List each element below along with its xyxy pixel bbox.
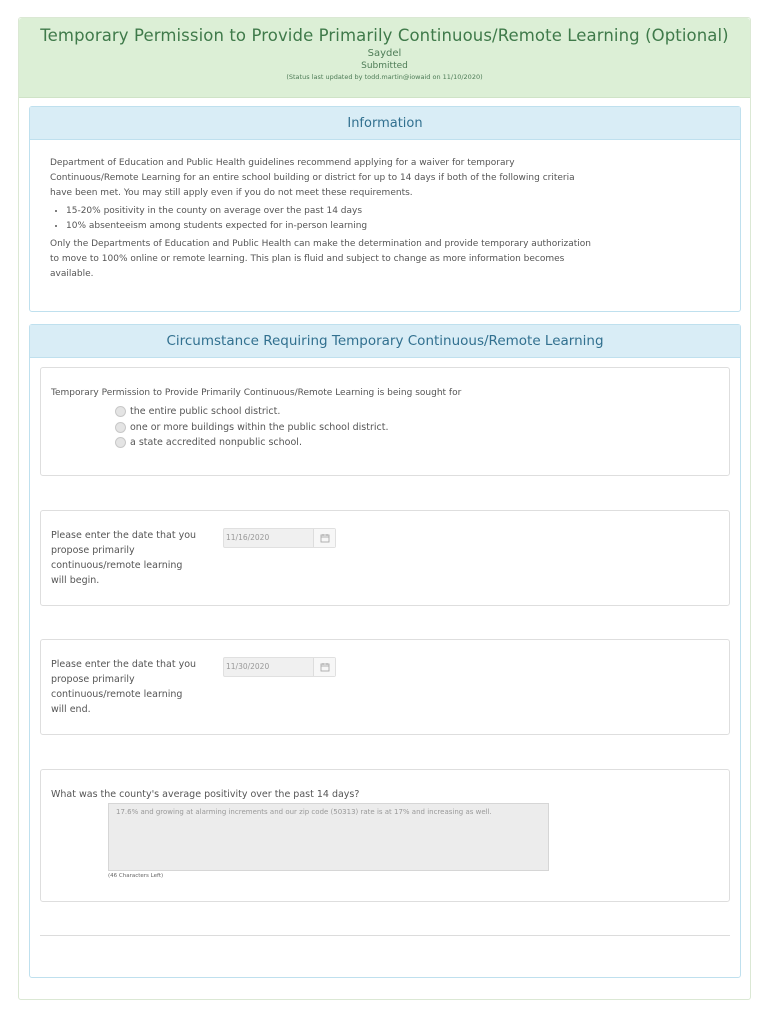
criteria-item: • 15-20% positivity in the county on average over the past 14 days — [66, 204, 720, 219]
end-date-value: 11/30/2020 — [226, 662, 270, 671]
status-badge: Submitted — [361, 61, 408, 71]
radio-button[interactable] — [115, 437, 126, 448]
radio-button[interactable] — [115, 406, 126, 417]
characters-left: (46 Characters Left) — [108, 873, 164, 879]
begin-date-input[interactable] — [223, 528, 336, 548]
calendar-icon — [320, 662, 330, 672]
positivity-box — [40, 769, 730, 902]
sought-for-box — [40, 367, 730, 476]
information-outro: Only the Departments of Education and Public Health can make the determination and provide temporary authorization to move to 100% online or remote learning. This plan is fluid and subject to change as more information becomes available. — [50, 239, 591, 279]
option-entire-district[interactable] — [115, 406, 280, 417]
form-header — [19, 18, 750, 98]
end-date-box — [40, 639, 730, 735]
option-label: one or more buildings within the public school district. — [130, 422, 389, 433]
form-title: Temporary Permission to Provide Primarily Continuous/Remote Learning (Optional) — [40, 26, 729, 45]
information-heading: Information — [30, 107, 740, 140]
option-label: a state accredited nonpublic school. — [130, 437, 302, 448]
radio-button[interactable] — [115, 422, 126, 433]
begin-date-picker-button[interactable] — [313, 529, 335, 547]
end-date-picker-button[interactable] — [313, 658, 335, 676]
circumstance-heading: Circumstance Requiring Temporary Continuous/Remote Learning — [30, 325, 740, 358]
information-body — [30, 140, 740, 298]
circumstance-panel — [29, 324, 741, 978]
option-buildings[interactable] — [115, 422, 388, 433]
option-nonpublic-school[interactable] — [115, 437, 302, 448]
information-intro: Department of Education and Public Health guidelines recommend applying for a waiver for temporary Continuous/Remote Learning for an entire school building or district for up to 14 days if both of the following criteria have been met. You may still apply even if you do not meet these requirements. — [50, 158, 575, 198]
positivity-textarea[interactable]: 17.6% and growing at alarming increments and our zip code (50313) rate is at 17% and increasing as well. — [108, 803, 549, 871]
form-page — [18, 17, 751, 1000]
status-note: (Status last updated by todd.martin@iowaid on 11/10/2020) — [286, 73, 483, 81]
divider — [40, 935, 730, 936]
calendar-icon — [320, 533, 330, 543]
district-name: Saydel — [367, 48, 402, 59]
sought-for-question: Temporary Permission to Provide Primarily Continuous/Remote Learning is being sought for — [51, 388, 462, 398]
begin-date-value: 11/16/2020 — [226, 533, 270, 542]
positivity-question: What was the county's average positivity over the past 14 days? — [51, 789, 360, 800]
information-panel — [29, 106, 741, 312]
option-label: the entire public school district. — [130, 406, 281, 417]
begin-date-box — [40, 510, 730, 606]
criteria-item: • 10% absenteeism among students expected for in-person learning — [66, 219, 720, 234]
criteria-list — [50, 204, 720, 234]
end-date-input[interactable] — [223, 657, 336, 677]
begin-date-label: Please enter the date that you propose primarily continuous/remote learning will begin. — [51, 530, 197, 586]
end-date-label: Please enter the date that you propose primarily continuous/remote learning will end. — [51, 659, 197, 715]
